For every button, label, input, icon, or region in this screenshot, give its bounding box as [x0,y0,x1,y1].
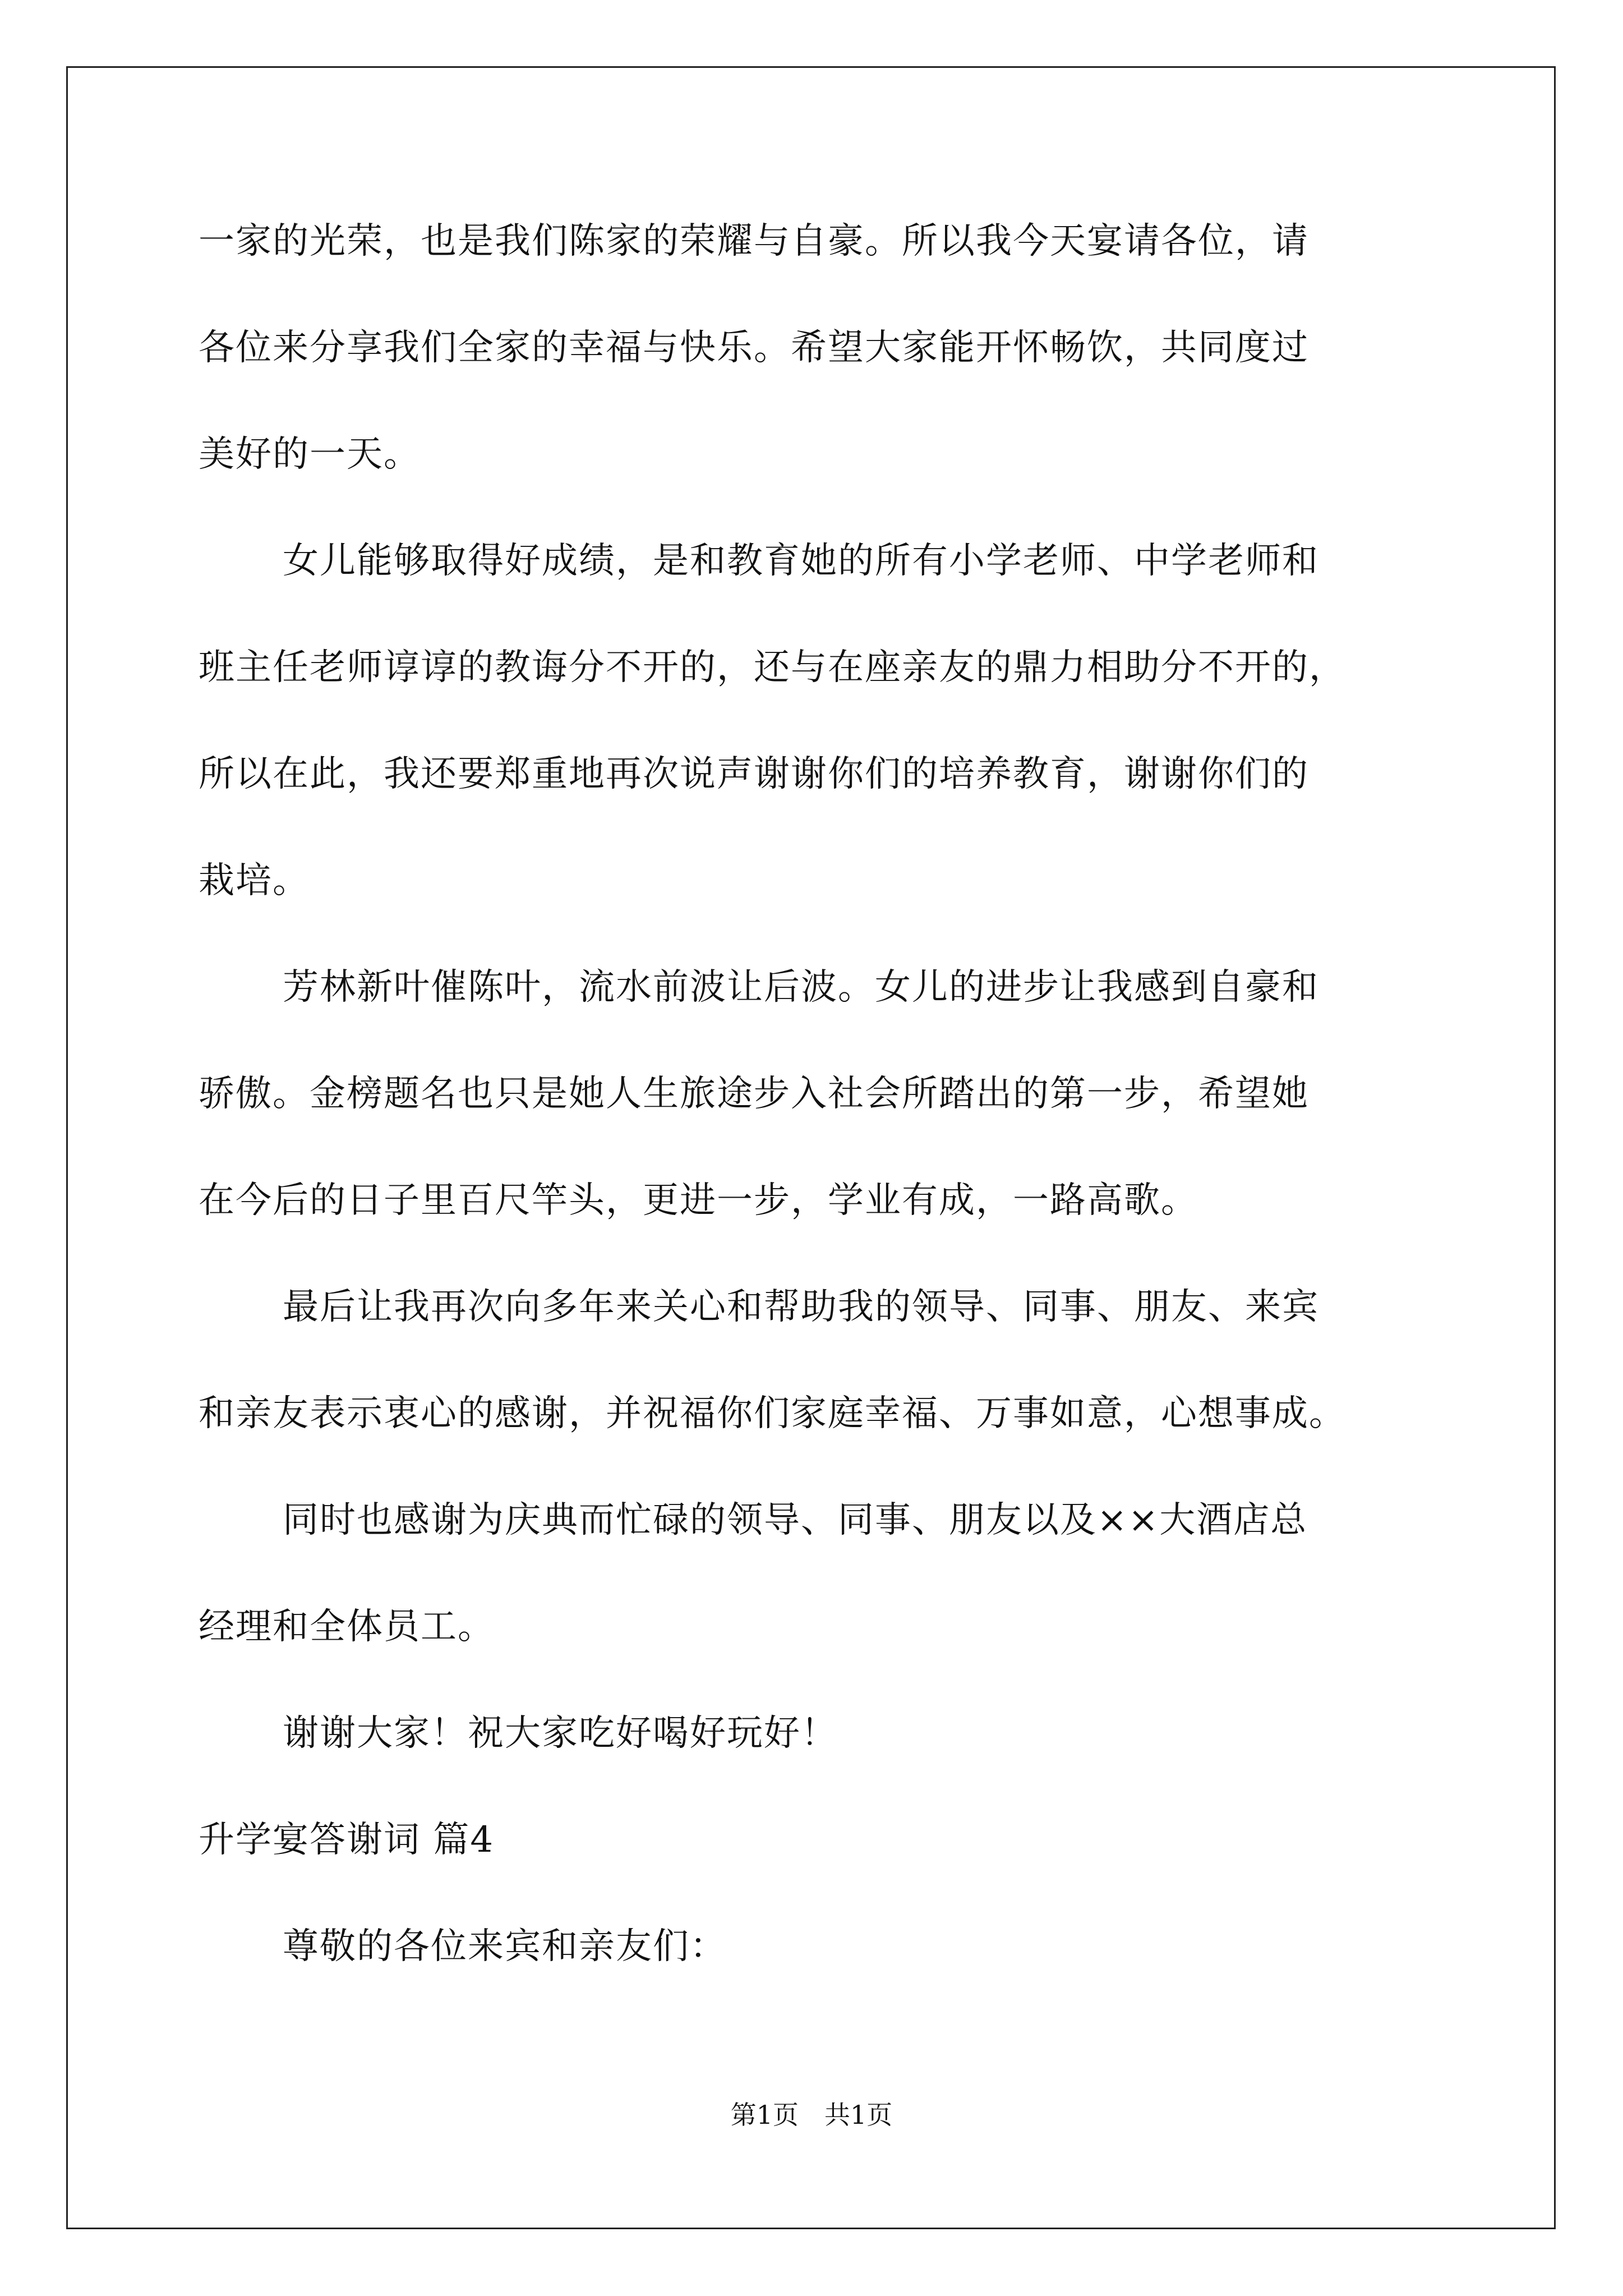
document-body [199,213,1438,2025]
salutation-line: 尊敬的各位来宾和亲友们： [283,1926,727,1967]
paragraph-start-line: 女儿能够取得好成绩，是和教育她的所有小学老师、中学老师和 [283,540,1319,582]
paragraph-start-line: 最后让我再次向多年来关心和帮助我的领导、同事、朋友、来宾 [283,1286,1319,1328]
text-line: 所以在此，我还要郑重地再次说声谢谢你们的培养教育，谢谢你们的 [199,753,1309,795]
text-line: 栽培。 [199,860,310,901]
text-line: 和亲友表示衷心的感谢，并祝福你们家庭幸福、万事如意，心想事成。 [199,1393,1346,1434]
paragraph-start-line: 谢谢大家！祝大家吃好喝好玩好！ [283,1713,838,1754]
page-footer: 第1页 共1页 [730,2100,893,2130]
text-line: 一家的光荣，也是我们陈家的荣耀与自豪。所以我今天宴请各位，请 [199,220,1309,262]
text-line: 经理和全体员工。 [199,1606,495,1648]
text-line: 在今后的日子里百尺竿头，更进一步，学业有成，一路高歌。 [199,1180,1198,1221]
paragraph-start-line: 同时也感谢为庆典而忙碌的领导、同事、朋友以及××大酒店总 [283,1499,1308,1541]
text-line: 美好的一天。 [199,434,421,475]
text-line: 各位来分享我们全家的幸福与快乐。希望大家能开怀畅饮，共同度过 [199,327,1309,369]
section-heading: 升学宴答谢词 篇4 [199,1819,495,1861]
text-line: 骄傲。金榜题名也只是她人生旅途步入社会所踏出的第一步，希望她 [199,1073,1309,1115]
paragraph-start-line: 芳林新叶催陈叶，流水前波让后波。女儿的进步让我感到自豪和 [283,967,1319,1008]
text-line: 班主任老师谆谆的教诲分不开的，还与在座亲友的鼎力相助分不开的， [199,647,1346,688]
